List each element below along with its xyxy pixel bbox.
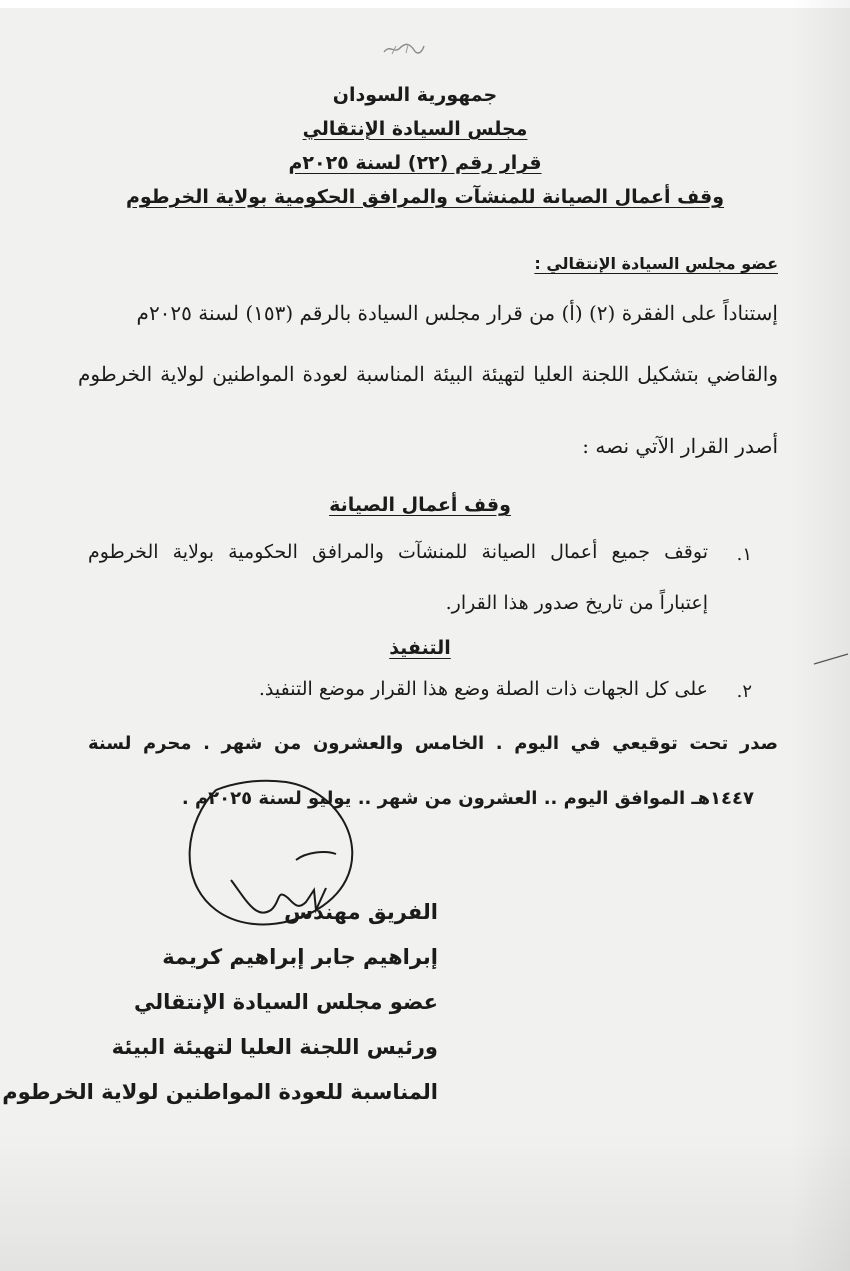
signatory-rank: الفريق مهندس bbox=[284, 900, 438, 924]
calligraphy-ornament bbox=[382, 40, 426, 58]
header-decree-title: وقف أعمال الصيانة للمنشآت والمرافق الحكومية بولاية الخرطوم bbox=[125, 186, 725, 208]
item1-line-1: توقف جميع أعمال الصيانة للمنشآت والمرافق الحكومية بولاية الخرطوم bbox=[88, 541, 708, 563]
signatory-name: إبراهيم جابر إبراهيم كريمة bbox=[162, 945, 438, 969]
signatory-title-1: عضو مجلس السيادة الإنتقالي bbox=[133, 990, 438, 1014]
signatory-title-2: ورئيس اللجنة العليا لتهيئة البيئة bbox=[111, 1035, 438, 1059]
top-border bbox=[0, 0, 850, 8]
pen-mark bbox=[812, 650, 850, 670]
header-decree-number: قرار رقم (٢٢) لسنة ٢٠٢٥م bbox=[288, 152, 542, 174]
preamble-line-3: أصدر القرار الآتي نصه : bbox=[582, 434, 778, 458]
addressee: عضو مجلس السيادة الإنتقالي : bbox=[534, 254, 778, 273]
item2-text: على كل الجهات ذات الصلة وضع هذا القرار موضع التنفيذ. bbox=[258, 678, 708, 700]
issuance-line-1: صدر تحت توقيعي في اليوم . الخامس والعشرون من شهر . محرم لسنة bbox=[88, 733, 778, 754]
item1-number: ١. bbox=[736, 544, 752, 565]
item2-number: ٢. bbox=[736, 681, 752, 702]
header-council: مجلس السيادة الإنتقالي bbox=[302, 118, 528, 140]
section1-heading: وقف أعمال الصيانة bbox=[329, 494, 511, 516]
preamble-line-2: والقاضي بتشكيل اللجنة العليا لتهيئة البيئة المناسبة لعودة المواطنين لولاية الخرطوم bbox=[78, 362, 778, 386]
signatory-title-3: المناسبة للعودة المواطنين لولاية الخرطوم bbox=[2, 1080, 438, 1104]
paper-shadow-bottom bbox=[0, 1131, 850, 1271]
issuance-line-2: ١٤٤٧هـ الموافق اليوم .. العشرون من شهر .. يوليو لسنة ٢٠٢٥م . bbox=[181, 788, 754, 809]
section2-heading: التنفيذ bbox=[389, 637, 451, 659]
preamble-line-1: إستناداً على الفقرة (٢) (أ) من قرار مجلس السيادة بالرقم (١٥٣) لسنة ٢٠٢٥م bbox=[136, 301, 778, 325]
header-country: جمهورية السودان bbox=[332, 84, 498, 106]
item1-line-2: إعتباراً من تاريخ صدور هذا القرار. bbox=[445, 592, 708, 614]
